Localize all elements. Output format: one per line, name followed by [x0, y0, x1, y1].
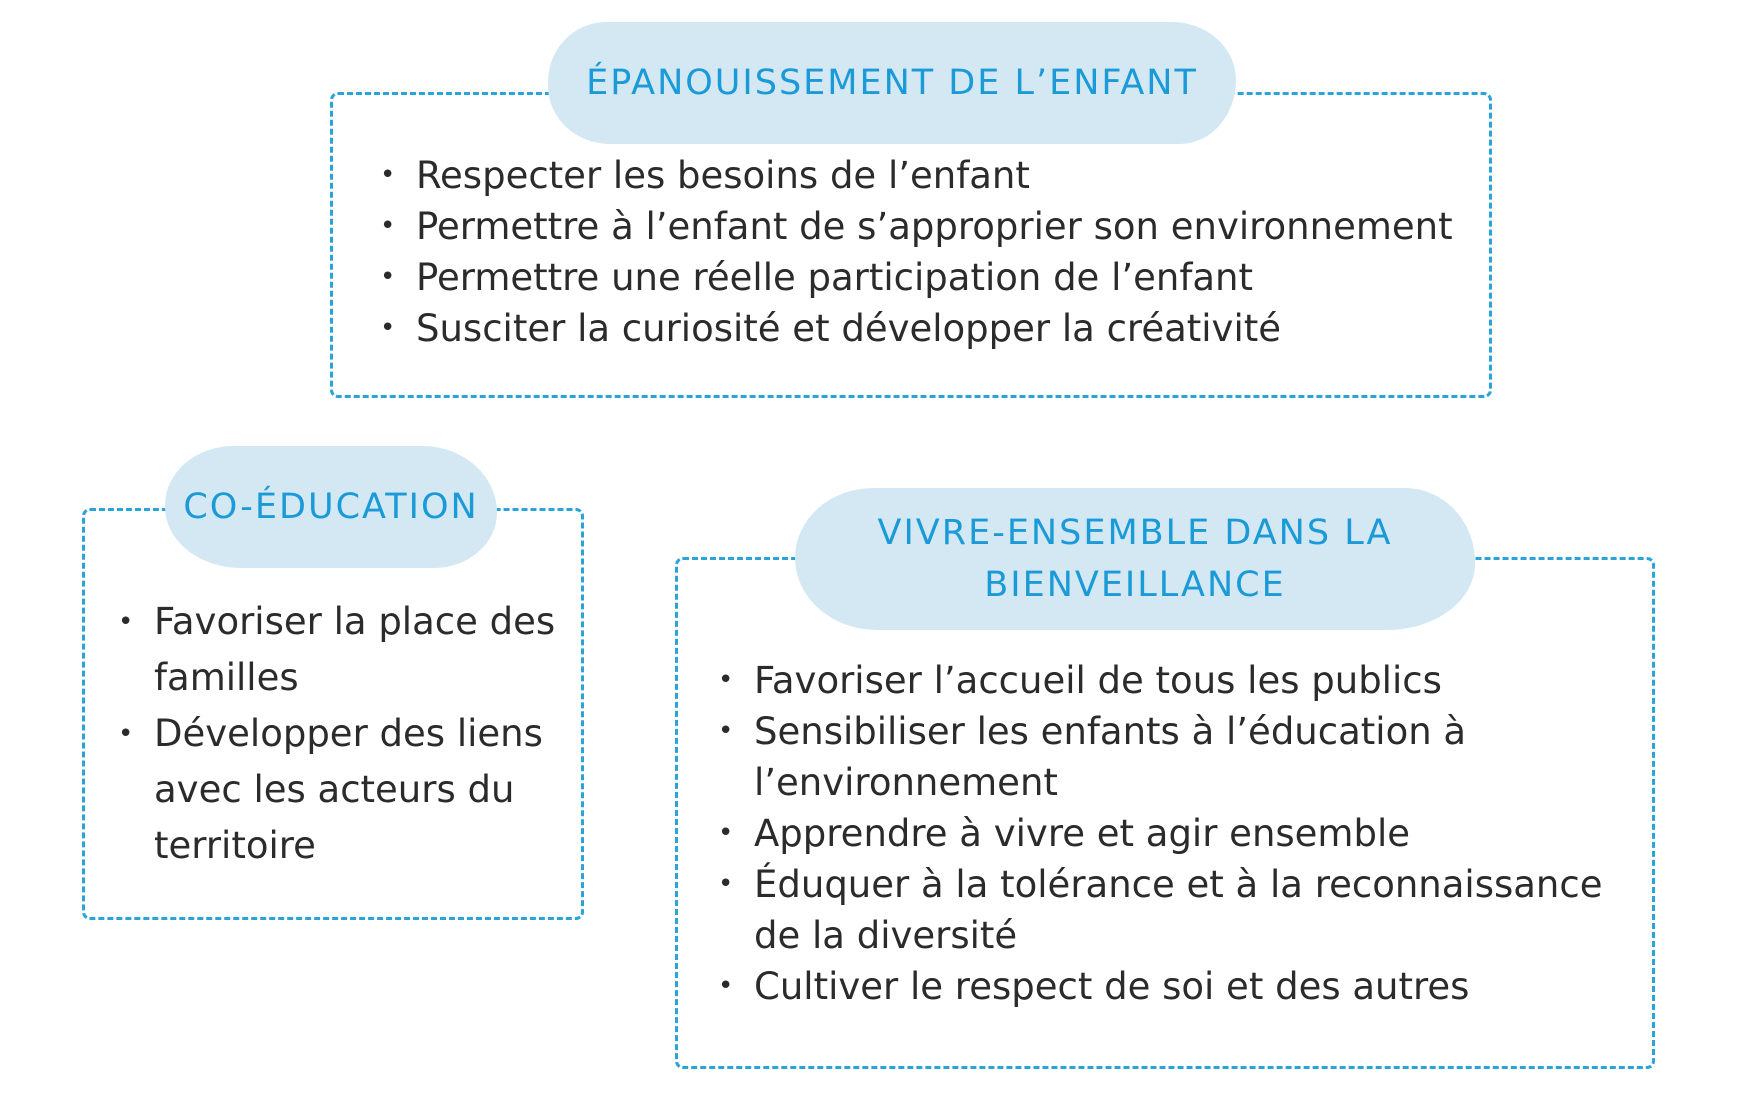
list-item: • Apprendre à vivre et agir ensemble: [718, 808, 1618, 859]
list-item: • Favoriser la place des familles: [118, 594, 568, 706]
list-item: • Développer des liens avec les acteurs du territoire: [118, 706, 568, 874]
list-item: • Éduquer à la tolérance et à la reconnaissance de la diversité: [718, 859, 1618, 961]
list-item: • Susciter la curiosité et développer la créativité: [380, 303, 1453, 354]
section-epanouissement-list: [380, 150, 1453, 354]
section-vivre-ensemble-list: [718, 655, 1618, 1012]
section-epanouissement-title: ÉPANOUISSEMENT DE L’ENFANT: [586, 63, 1198, 103]
list-item: • Permettre à l’enfant de s’approprier son environnement: [380, 201, 1453, 252]
list-item: • Respecter les besoins de l’enfant: [380, 150, 1453, 201]
section-vivre-ensemble-title-line-2: BIENVEILLANCE: [984, 565, 1286, 605]
section-coeducation-title: CO-ÉDUCATION: [183, 487, 479, 527]
section-coeducation-header: [165, 446, 497, 568]
list-item: • Permettre une réelle participation de l’enfant: [380, 252, 1453, 303]
section-vivre-ensemble-header: [795, 488, 1475, 630]
section-epanouissement-header: [548, 22, 1236, 144]
section-coeducation-list: [118, 594, 568, 874]
list-item: • Favoriser l’accueil de tous les publics: [718, 655, 1618, 706]
list-item: • Sensibiliser les enfants à l’éducation à l’environnement: [718, 706, 1618, 808]
list-item: • Cultiver le respect de soi et des autres: [718, 961, 1618, 1012]
section-vivre-ensemble-title-line-1: VIVRE-ENSEMBLE DANS LA: [877, 513, 1393, 553]
